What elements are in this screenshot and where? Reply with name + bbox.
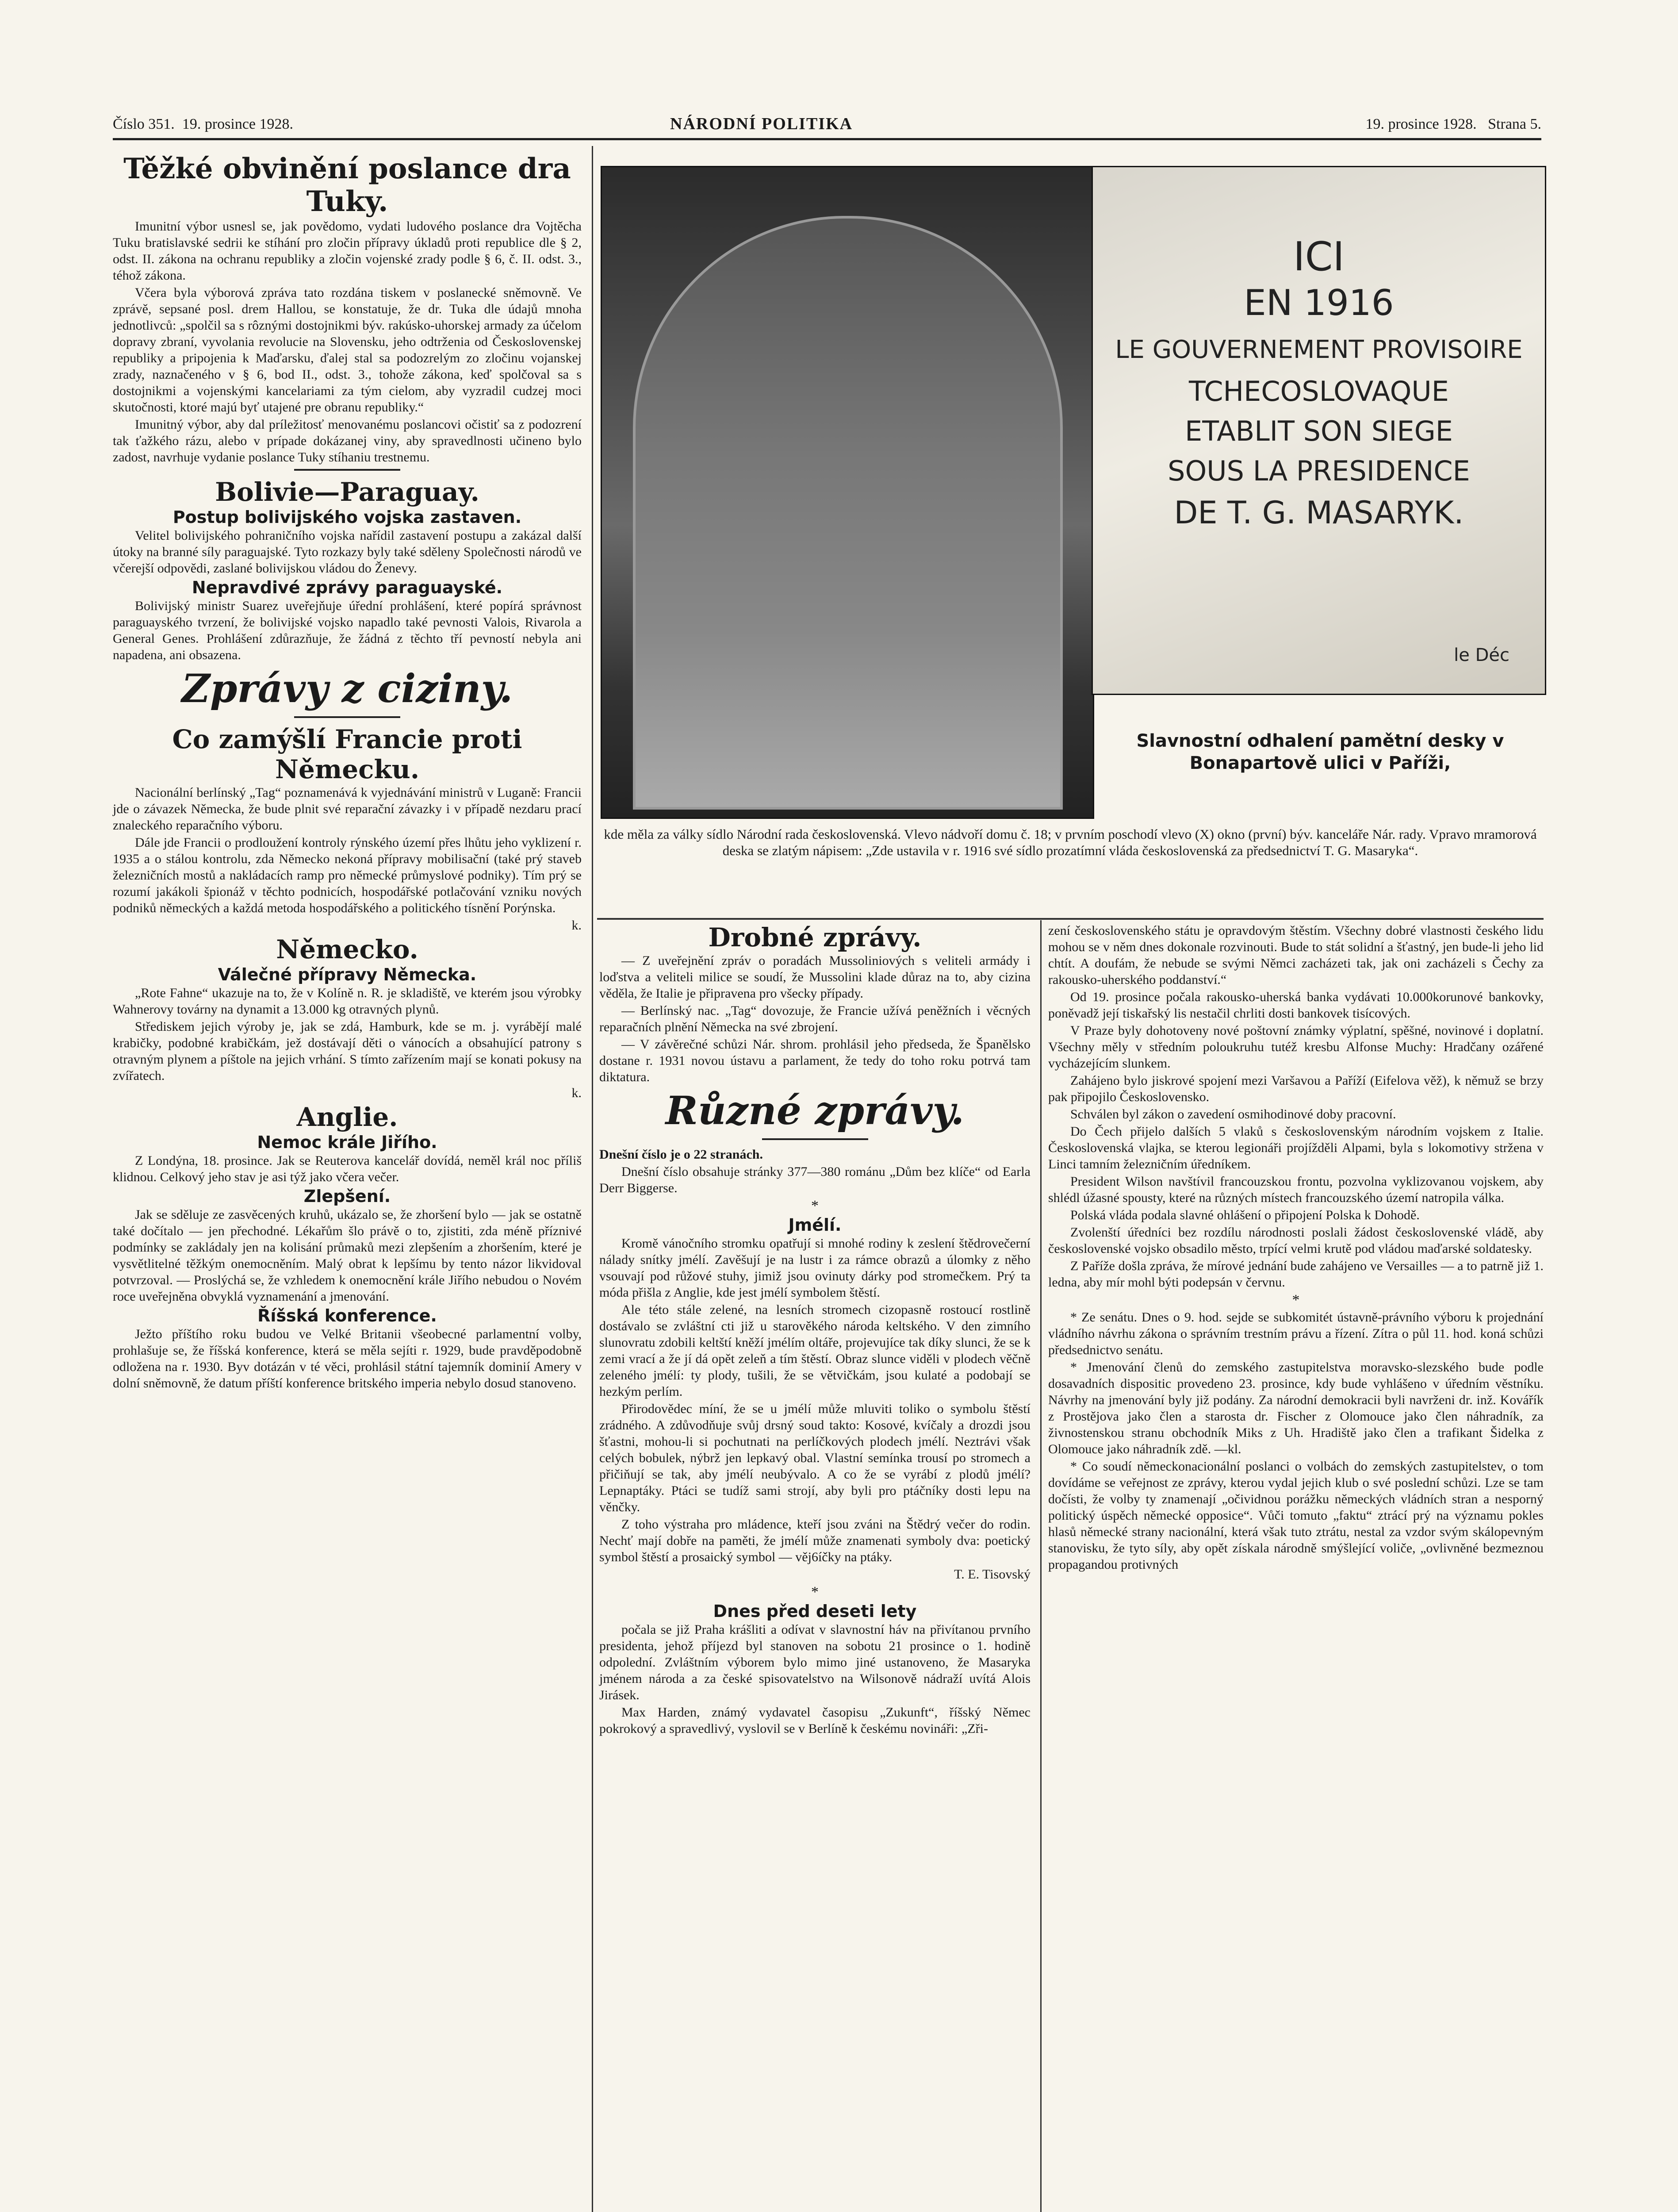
column-2 — [599, 922, 1031, 1738]
paragraph: „Rote Fahne“ ukazuje na to, že v Kolíně n. R. je skladiště, ve kterém jsou výrobky Wahnerovy továrny na dynamit a 13.000 kg otravných plynů. — [113, 986, 582, 1017]
signature: T. E. Tisovský — [954, 1567, 1031, 1582]
paragraph: President Wilson navštívil francouzskou frontu, pozvolna vyklizovanou vojskem, aby shlédl úžasné spousty, které na různých místech francouzského území natropila válka. — [1048, 1174, 1544, 1205]
plaque-line: ETABLIT SON SIEGE — [1185, 415, 1453, 447]
separator — [762, 1138, 868, 1140]
subhead: Zlepšení. — [303, 1187, 391, 1206]
paragraph: Bolivijský ministr Suarez uveřejňuje úřední prohlášení, které popírá správnost paraguayského tvrzení, že bolivijské vojsko napadlo také pevnosti Valois, Rivarola a General Genes. Prohlášení zdůrazňuje, že žádná z těchto tří pevností nebyla ani napadena, ani obsazena. — [113, 599, 582, 662]
plaque-line: SOUS LA PRESIDENCE — [1168, 455, 1470, 487]
paragraph: * Co soudí německonacionální poslanci o volbách do zemských zastupitelstev, o tom dovídáme se veřejnost ze zprávy, kterou vydal jejich klub o své poslední schůzi. Lze se tam dočísti, že volby ty znamenají „očividnou porážku německých vládních stran a nesporný politický úspěch německé opposice“. Vůči tomuto „faktu“ ztrácí prý na významu pokles hlasů německé strany nacionální, která však tuto ztrátu, nestal za vzdor svým skálopevným stanovisku, že tyto síly, aby opět získala národně smýšlející voliče, „ovlivněné bezmeznou propagandou protivných — [1048, 1459, 1544, 1572]
plaque-line: EN 1916 — [1244, 282, 1394, 323]
section-title-foreign-news: Zprávy z ciziny. — [181, 665, 513, 711]
paragraph: Polská vláda podala slavné ohlášení o připojení Polska k Dohodě. — [1070, 1208, 1420, 1222]
paragraph: Střediskem jejich výroby je, jak se zdá, Hamburk, kde se m. j. vyrábějí malé krabičky, podobné krabičkám, jež dostávají děti o vánocích a obsahující patrony s otravným plynem a píštole na jejich vrhání. S tímto zařízením mají se konati pokusy na zvířatech. — [113, 1019, 582, 1083]
subhead: Říšská konference. — [257, 1306, 437, 1325]
masthead: NÁRODNÍ POLITIKA — [670, 115, 853, 133]
paragraph: Včera byla výborová zpráva tato rozdána tiskem v poslanecké sněmovně. Ve zprávě, sepsané posl. drem Hallou, se konstatuje, že dr. Tuka dle údajů mnoha jednotlivců: „spolčil sa s rôznými dostojnikmi býv. rakúsko-uhorskej armady za účelom dopravy zbraní, vyvolania revolucie na Slovensku, jeho odtrženia od Československej republiky a pripojenia k Maďarsku, ďalej stal sa podozrelým zo zločinu vojanskej zrady, naznačeného v § 6, bod II., odst. 3., tohože zákona, keď spolčoval sa s dostojnikmi a vojenskými kancelariami za tým cielom, aby vyzradil cudzej moci skutočnosti, ktoré majú byť utajené pre obranu republiky.“ — [113, 285, 582, 415]
paragraph: Schválen byl zákon o zavedení osmihodinové doby pracovní. — [1070, 1107, 1396, 1121]
date-and-page: 19. prosince 1928. Strana 5. — [1365, 116, 1541, 132]
subhead: Postup bolivijského vojska zastaven. — [172, 507, 522, 527]
paragraph: počala se již Praha krášliti a odívat v slavnostní háv na přivítanou prvního presidenta, jehož příjezd byl stanoven na sobotu 21 prosince o 1. hodině odpolední. Zvláštním výborem bylo mimo jiné ustanoveno, že Masaryka jménem národa a za české spisovatelstvo na Wilsonově nádraží uvítá Alois Jirásek. — [599, 1622, 1031, 1702]
headline-england: Anglie. — [296, 1102, 398, 1132]
paragraph: Dále jde Francii o prodloužení kontroly rýnského území přes lhůtu jeho vyklizení r. 1935 a o stálou kontrolu, zda Německo nekoná přípravy mobilisační (také prý staveb železničních mostů a nakládacích ramp pro německé průmyslové podniky). Tím prý se rozumí jakákoli špionáž v těchto podnicích, hospodářské potlačování vzniku nových podniků německých a každá metoda hospodářského a politického tísnění Porýnska. — [113, 835, 582, 915]
archway — [633, 216, 1063, 810]
page-header — [113, 116, 1541, 140]
star-separator: * — [1292, 1292, 1300, 1308]
paragraph: Imunitní výbor usnesl se, jak povědomo, vydati ludového poslance dra Vojtěcha Tuku bratislavské sedrii ke stíhání pro zločin přípravy úkladů proti republice dle § 2, odst. II. zákona na ochranu republiky a zločin vojenské zrady podle § 6, č. II. odst. 3., téhož zákona. — [113, 219, 582, 283]
plaque-line: TCHECOSLOVAQUE — [1189, 375, 1449, 407]
paragraph: V Praze byly dohotoveny nové poštovní známky výplatní, spěšné, novinové i doplatní. Všechny měly v středním poloukruhu tutéž kresbu Alfonse Muchy: Hradčany ozářené vycházejícím slunkem. — [1048, 1023, 1544, 1071]
signature: k. — [571, 918, 582, 933]
paragraph: Od 19. prosince počala rakousko-uherská banka vydávati 10.000korunové bankovky, poněvadž její tiskařský lis nestačil chrliti dosti bankovek tisícových. — [1048, 990, 1544, 1021]
photo-bottom-rule — [597, 918, 1544, 920]
issue-and-date: Číslo 351. 19. prosince 1928. — [113, 116, 293, 132]
paragraph: Zahájeno bylo jiskrové spojení mezi Varšavou a Paříží (Eifelova věž), k němuž se brzy pak připojilo Československo. — [1048, 1073, 1544, 1104]
plaque-line: ICI — [1293, 234, 1345, 280]
paragraph: — Berlínský nac. „Tag“ dovozuje, že Francie užívá peněžních i věcných reparačních plnění Německa na své zbrojení. — [599, 1003, 1031, 1034]
paragraph: Ježto příštího roku budou ve Velké Britanii všeobecné parlamentní volby, prohlašuje se, že říšská konference, která se měla sejíti r. 1929, bude pravděpodobně odložena na r. 1930. Byv dotázán v té věci, prohlásil státní tajemník dominií Amery v dolní sněmovně, že datum příští konference britského imperia nebylo dosud stanoveno. — [113, 1327, 582, 1390]
paragraph: Zvolenští úředníci bez rozdílu národnosti poslali žádost československé vládě, aby československé vojsko obsadilo město, trpící velmi krutě pod vládou maďarské soldatesky. — [1048, 1225, 1544, 1256]
photo-description: kde měla za války sídlo Národní rada československá. Vlevo nádvoří domu č. 18; v prvním poschodí vlevo (X) okno (první) býv. kanceláře Nár. rady. Vpravo mramorová deska se zlatým nápisem: „Zde ustavila v r. 1916 své sídlo prozatímní vláda československá za předsednictví T. G. Masaryka“. — [604, 826, 1537, 858]
subhead: Válečné přípravy Německa. — [218, 965, 477, 984]
paragraph: Dnešní číslo obsahuje stránky 377—380 románu „Dům bez klíče“ od Earla Derr Biggerse. — [599, 1164, 1031, 1195]
paragraph: Do Čech přijelo dalších 5 vlaků s československým národním vojskem z Italie. Československá vlajka, se kterou legionáři projížděli Alpami, byla s lokomotivy stržena v Linci tamním železničním úředníkem. — [1048, 1124, 1544, 1171]
paragraph: Z Paříže došla zpráva, že mírové jednání bude zahájeno ve Versailles — a to patrně již 1. ledna, aby mír mohl býti podepsán v červnu. — [1048, 1259, 1544, 1290]
plaque-line: le Déc — [1454, 645, 1509, 665]
paragraph: Z toho výstraha pro mládence, kteří jsou zváni na Štědrý večer do rodin. Nechť mají dobře na paměti, že jmélí může znamenati symboly dva: poetický symbol štěstí a prosaický symbol — věj6íčky na ptáky. — [599, 1517, 1031, 1564]
headline-short-news: Drobné zprávy. — [708, 922, 922, 952]
separator — [294, 716, 400, 718]
column-3 — [1048, 922, 1544, 1574]
paragraph: Ale této stále zelené, na lesních stromech cizopasně rostoucí rostlině dostávalo se zvláštní cti již u starověkého národa keltského. V den zimního slunovratu zdobili keltští kněží jmélím oltáře, projevujíce tak díky slunci, že se k zemi vrací a že jí dá opět zeleň a tím štěstí. Obraz slunce viděli v plodech věčně zeleného jmélí: ty plody, tušili, že se větvičkám, jsou kulaté a podobají se hezkým perlím. — [599, 1302, 1031, 1399]
photo-caption: Slavnostní odhalení pamětní desky v Bonapartově ulici v Paříži, — [1136, 731, 1504, 773]
separator — [294, 469, 400, 471]
plaque-line: DE T. G. MASARYK. — [1174, 495, 1464, 531]
headline-tuka: Těžké obvinění poslance dra Tuky. — [123, 152, 571, 218]
subhead: Nepravdivé zprávy paraguayské. — [192, 578, 503, 597]
paragraph: Imunitný výbor, aby dal príležitosť menovanému poslancovi očistiť sa z podozrení tak ťažkého rázu, alebo v prípade dokázanej viny, aby spravedlnosti učineno bylo zadost, navrhuje vydanie poslance Tuky stíhaniu trestnemu. — [113, 417, 582, 465]
paragraph: Jak se sděluje ze zasvěcených kruhů, ukázalo se, že zhoršení bylo — jak se ostatně také dočítalo — jen přechodné. Lékařům šlo právě o to, zjistiti, zda méně příznivé podmínky se zakládaly jen na kolisání průmaků mezi zlepšením a zhoršením, které je vysvětlitelné těžkým onemocněním. Malý obrat k lepšímu by tento názor likvidoval potvrzoval. — Proslýchá se, že vzhledem k onemocnění krále Jiřího nebudou o Novém roce uveřejněna obvyklá vyznamenání a jmenování. — [113, 1207, 582, 1304]
subhead: Nemoc krále Jiřího. — [257, 1133, 437, 1152]
paragraph: Dnešní číslo je o 22 stranách. — [599, 1147, 763, 1162]
courtyard-photo — [601, 166, 1094, 819]
paragraph: * Jmenování členů do zemského zastupitelstva moravsko-slezského bude podle dosavadních dispositic provedeno 23. prosince, kdy bude vyhlášeno v úředním věstníku. Návrhy na jmenování byly již podány. Za národní demokracii byli navrženi dr. inž. Kovářík z Prostějova jako člen a starosta dr. Fischer z Olomouce jako člen náhradník, za živnostenskou stranu obchodník Miks z Uh. Hradiště jako člen a trafikant Šidelka z Olomouce jako náhradník zdě. —kl. — [1048, 1360, 1544, 1456]
paragraph: Max Harden, známý vydavatel časopisu „Zukunft“, říšský Němec pokrokový a spravedlivý, vyslovil se v Berlíně k českému novináři: „Zři- — [599, 1705, 1031, 1736]
signature: k. — [571, 1086, 582, 1100]
star-separator: * — [811, 1198, 819, 1214]
column-divider-2 — [1040, 920, 1042, 2212]
paragraph: — V závěrečné schůzi Nár. shrom. prohlásil jeho předseda, že Španělsko dostane r. 1931 novou ústavu a parlament, že tedy do toho roku potrvá tam diktatura. — [599, 1037, 1031, 1084]
paragraph: zení československého státu je opravdovým štěstím. Všechny dobré vlastnosti českého lidu mohou se v něm dnes dokonale rozvinouti. Bude to stát solidní a šťastný, jen bude-li jeho lid chtít. A doufám, že nebude se svými Němci zacházeti tak, jak oni zacházeli s Čechy za rakousko-uherského poddanství.“ — [1048, 923, 1544, 987]
headline-bolivia: Bolivie—Paraguay. — [215, 477, 479, 507]
paragraph: Přirodovědec míní, že se u jmélí může mluviti toliko o symbolu štěstí zrádného. A zdůvodňuje svůj drsný soud takto: Kosové, kvíčaly a drozdi jsou šťastni, mohou-li si pochutnati na perlíčkových plodech jmélí. Neztrávi však celých bobulek, nýbrž jen lepkavý obal. Vlastní semínka trousí po stromech a přičiňují se tak, aby jmélí neubývalo. A co že se vyrábí z plodů jmélí? Lepnaptáky. Ptáci se tudíž sami strojí, aby byli pro ptáčníky dosti lepu na věnčky. — [599, 1402, 1031, 1514]
paragraph: Velitel bolivijského pohraničního vojska nařídil zastavení postupu a zakázal další útoky na branné síly paraguajské. Tyto rozkazy byly také sděleny Společnosti národů ve včerejší odpovědi, zaslané bolivijskou vládou do Ženevy. — [113, 528, 582, 576]
paragraph: — Z uveřejnění zpráv o poradách Mussoliniových s veliteli armády i loďstva a veliteli milice se soudí, že Mussolini klade důraz na to, aby cizina věděla, že Italie je připravena pro všecky případy. — [599, 953, 1031, 1001]
column-divider-1 — [592, 146, 593, 2212]
headline-germany: Německo. — [276, 934, 418, 964]
subhead: Jmélí. — [788, 1215, 842, 1235]
section-title-various-news: Různé zprávy. — [665, 1087, 965, 1133]
star-separator: * — [811, 1584, 819, 1600]
memorial-plaque-photo — [1092, 166, 1546, 695]
headline-france: Co zamýšlí Francie proti Německu. — [172, 724, 522, 784]
plaque-line: LE GOUVERNEMENT PROVISOIRE — [1115, 335, 1523, 364]
paragraph: Kromě vánočního stromku opatřují si mnohé rodiny k zeslení štědrovečerní nálady snítky jmélí. Zavěšují je na lustr i za rámce obrazů a úlomky z něho vsouvají pod růžové stuhy, jimiž jsou ovinuty dárky pod stromečkem. Prý ta móda přišla z Anglie, kde jest jmélí symbolem štěstí. — [599, 1236, 1031, 1300]
column-1 — [113, 153, 582, 1392]
paragraph: Z Londýna, 18. prosince. Jak se Reuterova kancelář dovídá, neměl král noc příliš klidnou. Celkový jeho stav je asi týž jako včera večer. — [113, 1153, 582, 1184]
subhead: Dnes před deseti lety — [713, 1601, 917, 1621]
paragraph: * Ze senátu. Dnes o 9. hod. sejde se subkomitét ústavně-právního výboru k projednání vládního návrhu zákona o správním trestním právu a řízení. Zítra o půl 11. hod. koná schůzi předsednictvo senátu. — [1048, 1310, 1544, 1357]
paragraph: Nacionální berlínský „Tag“ poznamenává k vyjednávání ministrů v Luganě: Francii jde o závazek Německa, že bude plnit své reparační závazky i v případě nezdaru prací znaleckého reparačního výboru. — [113, 785, 582, 833]
